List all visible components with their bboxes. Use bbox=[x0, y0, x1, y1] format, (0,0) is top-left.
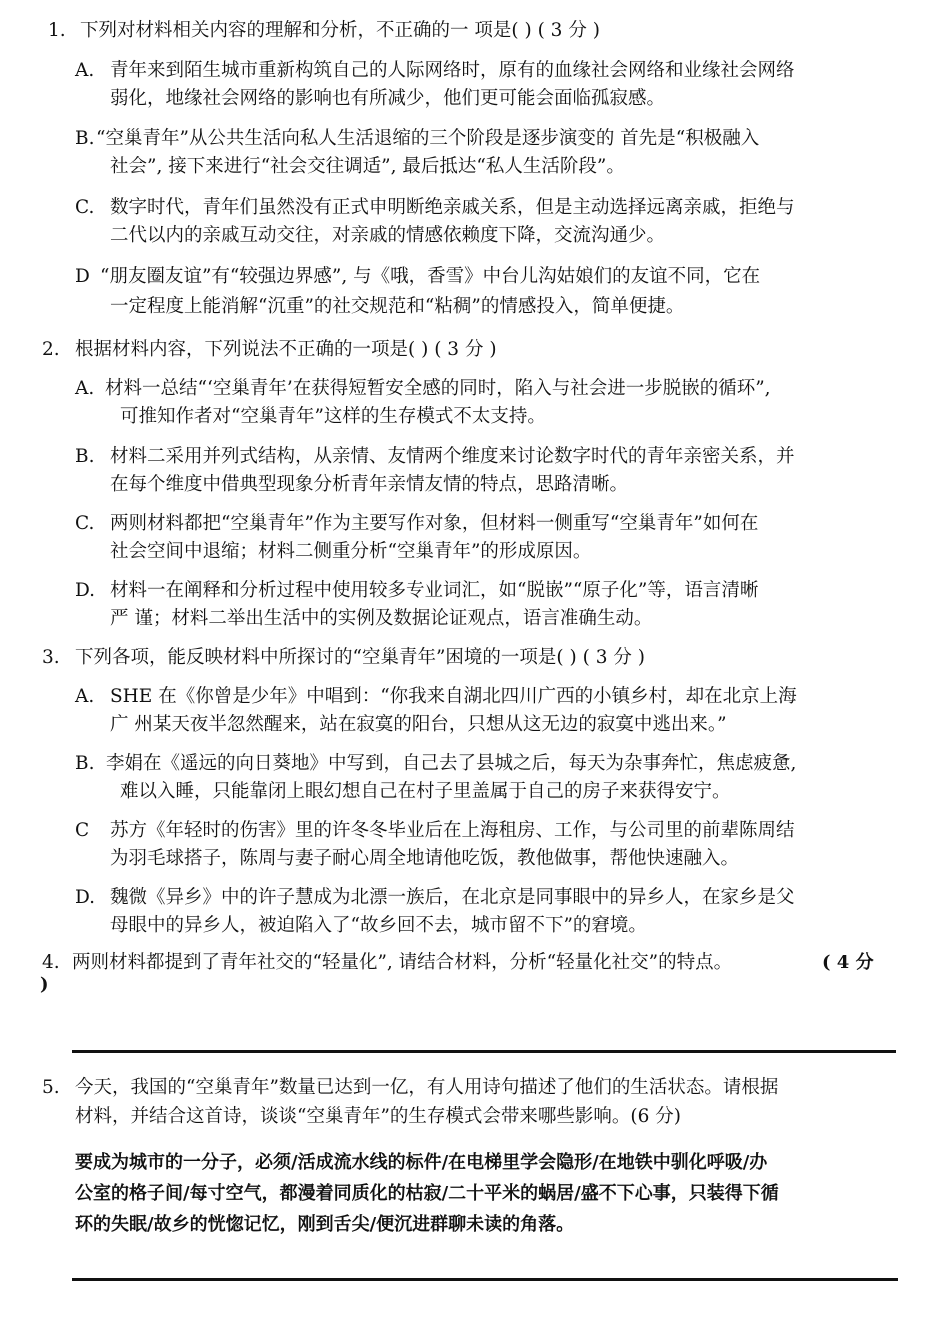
q5-number: 5. bbox=[42, 1077, 60, 1098]
q2-option-d-line2: 严 谨；材料二举出生活中的实例及数据论证观点，语言准确生动。 bbox=[110, 608, 653, 629]
q5-answer-line bbox=[72, 1278, 898, 1281]
q3-option-b-line2: 难以入睡，只能靠闭上眼幻想自己在村子里盖属于自己的房子来获得安宁。 bbox=[120, 781, 731, 802]
q1-option-d-line1: “朋友圈友谊”有“较强边界感”, 与《哦，香雪》中台儿沟姑娘们的友谊不同，它在 bbox=[100, 266, 761, 287]
q2-option-c-line2: 社会空间中退缩；材料二侧重分析“空巢青年”的形成原因。 bbox=[110, 541, 592, 562]
q5-poem-line2: 公室的格子间/每寸空气，都漫着同质化的枯寂/二十平米的蜗居/盛不下心事，只装得下循 bbox=[75, 1183, 779, 1204]
q2-stem: 根据材料内容，下列说法不正确的一项是( ) ( 3 分 ) bbox=[75, 339, 497, 360]
q3-option-a-line1: SHE 在《你曾是少年》中唱到：“你我来自湖北四川广西的小镇乡村，却在北京上海 bbox=[110, 686, 797, 707]
q3-option-d-line1: 魏微《异乡》中的许子慧成为北漂一族后，在北京是同事眼中的异乡人，在家乡是父 bbox=[110, 887, 795, 908]
q1-option-d-line2: 一定程度上能消解“沉重”的社交规范和“粘稠”的情感投入，简单便捷。 bbox=[110, 296, 685, 317]
q2-option-d-line1: 材料一在阐释和分析过程中使用较多专业词汇，如“脱嵌”“原子化”等，语言清晰 bbox=[110, 580, 759, 601]
q1-stem: 下列对材料相关内容的理解和分析，不正确的一 项是( ) ( 3 分 ) bbox=[80, 20, 600, 41]
q3-option-b-label: B. bbox=[75, 753, 95, 774]
q4-answer-line bbox=[72, 1050, 896, 1053]
q2-option-a-label: A. bbox=[75, 378, 95, 399]
q5-poem-line3: 环的失眠/故乡的恍惚记忆，刚到舌尖/便沉进群聊未读的角落。 bbox=[75, 1214, 575, 1235]
q3-option-b-line1: 李娟在《遥远的向日葵地》中写到，自己去了县城之后，每天为杂事奔忙，焦虑疲惫, bbox=[106, 753, 797, 774]
q3-option-d-line2: 母眼中的异乡人，被迫陷入了“故乡回不去，城市留不下”的窘境。 bbox=[110, 915, 647, 936]
q4-score-end: ) bbox=[40, 974, 49, 995]
q5-stem-line2: 材料，并结合这首诗，谈谈“空巢青年”的生存模式会带来哪些影响。(6 分) bbox=[75, 1106, 682, 1127]
q3-stem: 下列各项，能反映材料中所探讨的“空巢青年”困境的一项是( ) ( 3 分 ) bbox=[75, 647, 645, 668]
q5-poem-line1: 要成为城市的一分子，必须/活成流水线的标件/在电梯里学会隐形/在地铁中驯化呼吸/办 bbox=[75, 1152, 768, 1173]
q1-number: 1. bbox=[48, 20, 66, 41]
q2-option-b-label: B. bbox=[75, 446, 95, 467]
q3-option-d-label: D. bbox=[75, 887, 96, 908]
q2-option-c-label: C. bbox=[75, 513, 95, 534]
q2-option-d-label: D. bbox=[75, 580, 96, 601]
q4-number: 4. bbox=[42, 952, 60, 973]
q1-option-b-line1: “空巢青年”从公共生活向私人生活退缩的三个阶段是逐步演变的 首先是“积极融入 bbox=[96, 128, 760, 149]
q4-stem: 两则材料都提到了青年社交的“轻量化”, 请结合材料，分析“轻量化社交”的特点。 bbox=[72, 952, 733, 973]
q2-number: 2. bbox=[42, 339, 60, 360]
q3-option-c-line1: 苏方《年轻时的伤害》里的许冬冬毕业后在上海租房、工作，与公司里的前辈陈周结 bbox=[110, 820, 795, 841]
q2-option-b-line1: 材料二采用并列式结构，从亲情、友情两个维度来讨论数字时代的青年亲密关系，并 bbox=[110, 446, 795, 467]
q3-number: 3. bbox=[42, 647, 60, 668]
q1-option-c-label: C. bbox=[75, 197, 95, 218]
q1-option-b-line2: 社会”, 接下来进行“社会交往调适”, 最后抵达“私人生活阶段”。 bbox=[110, 156, 625, 177]
q5-stem-line1: 今天，我国的“空巢青年”数量已达到一亿，有人用诗句描述了他们的生活状态。请根据 bbox=[75, 1077, 779, 1098]
q1-option-a-line2: 弱化，地缘社会网络的影响也有所减少，他们更可能会面临孤寂感。 bbox=[110, 88, 666, 109]
q1-option-b-label: B. bbox=[75, 128, 95, 149]
q3-option-c-line2: 为羽毛球搭子，陈周与妻子耐心周全地请他吃饭，教他做事，帮他快速融入。 bbox=[110, 848, 740, 869]
q2-option-a-line1: 材料一总结“‘空巢青年’在获得短暂安全感的同时，陷入与社会进一步脱嵌的循环”, bbox=[105, 378, 771, 399]
q2-option-a-line2: 可推知作者对“空巢青年”这样的生存模式不太支持。 bbox=[120, 406, 546, 427]
q3-option-a-line2: 广 州某天夜半忽然醒来，站在寂寞的阳台，只想从这无边的寂寞中逃出来。” bbox=[110, 714, 727, 735]
q1-option-d-label: D bbox=[75, 266, 90, 287]
q2-option-c-line1: 两则材料都把“空巢青年”作为主要写作对象，但材料一侧重写“空巢青年”如何在 bbox=[110, 513, 759, 534]
q1-option-c-line2: 二代以内的亲戚互动交往，对亲戚的情感依赖度下降，交流沟通少。 bbox=[110, 225, 666, 246]
q1-option-c-line1: 数字时代，青年们虽然没有正式申明断绝亲戚关系，但是主动选择远离亲戚，拒绝与 bbox=[110, 197, 795, 218]
q3-option-a-label: A. bbox=[75, 686, 95, 707]
q2-option-b-line2: 在每个维度中借典型现象分析青年亲情友情的特点，思路清晰。 bbox=[110, 474, 629, 495]
q4-score: ( 4 分 bbox=[822, 952, 874, 973]
q3-option-c-label: C bbox=[75, 820, 90, 841]
q1-option-a-label: A. bbox=[75, 60, 95, 81]
q1-option-a-line1: 青年来到陌生城市重新构筑自己的人际网络时，原有的血缘社会网络和业缘社会网络 bbox=[110, 60, 795, 81]
